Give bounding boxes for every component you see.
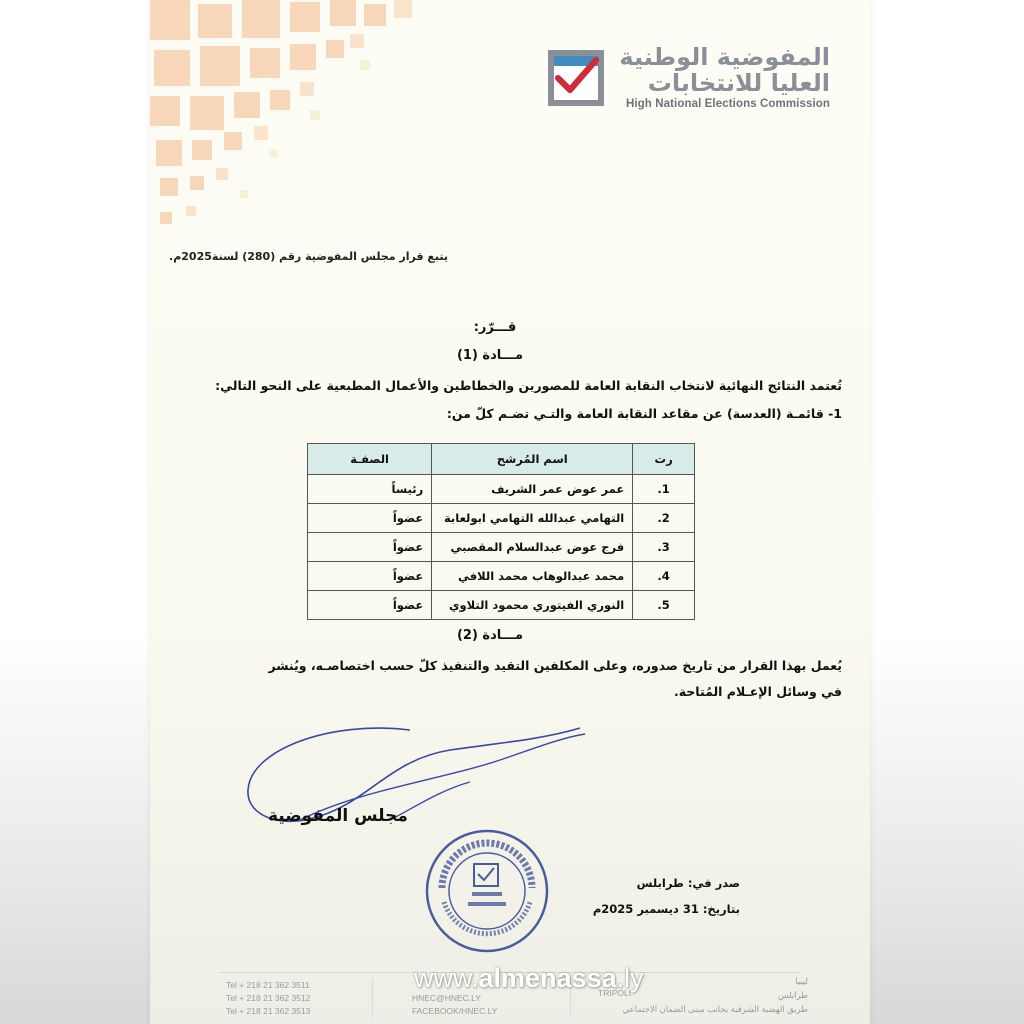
issued-place: صدر في: طرابلس (636, 876, 740, 890)
row-role: عضواً (308, 562, 432, 591)
decorative-squares (150, 0, 450, 260)
row-role: عضواً (308, 591, 432, 620)
row-number: 4. (633, 562, 695, 591)
decision-reference: يتبع قرار مجلس المفوضية رقم (280) لسنة2025م. (169, 250, 448, 263)
row-name: محمد عبدالوهاب محمد اللافي (432, 562, 633, 591)
table-header-row (308, 444, 695, 475)
candidates-table (307, 443, 695, 620)
row-role: عضواً (308, 504, 432, 533)
logo-arabic-line1: المفوضية الوطنية (619, 43, 830, 71)
decided-heading: قـــرّر: (473, 320, 517, 335)
footer-phone-3: Tel + 218 21 362 3513 (226, 1006, 311, 1016)
issued-date: بتاريخ: 31 ديسمبر 2025م (592, 902, 740, 916)
row-role: عضواً (308, 533, 432, 562)
article1-line1: تُعتمد النتائج النهائية لانتخاب النقابة العامة للمصورين والخطاطين والأعمال المطبعية على النحو التالي: (215, 378, 842, 393)
row-role: رئيساً (308, 475, 432, 504)
document-page (150, 0, 870, 1024)
table-row (308, 475, 695, 504)
footer-email: HNEC@HNEC.LY (412, 993, 481, 1003)
source-watermark (414, 963, 644, 994)
row-number: 1. (633, 475, 695, 504)
row-name: التهامي عبدالله التهامي ابولعابة (432, 504, 633, 533)
row-name: النوري الفيتوري محمود التلاوي (432, 591, 633, 620)
article1-line2: 1- قائمـة (العدسة) عن مقاعد النقابة العامة والتـي تضـم كلّ من: (446, 406, 842, 421)
row-number: 3. (633, 533, 695, 562)
row-number: 5. (633, 591, 695, 620)
article2-line2: في وسائل الإعـلام المُتاحة. (673, 684, 842, 699)
header-role: الصفـة (308, 444, 432, 475)
watermark-prefix: www. (414, 963, 479, 993)
table-row (308, 591, 695, 620)
watermark-brand: almenassa (478, 963, 617, 993)
official-seal-stamp (422, 826, 552, 956)
table-row (308, 562, 695, 591)
table-row (308, 504, 695, 533)
header-number: رت (633, 444, 695, 475)
footer-phone-1: Tel + 218 21 362 3511 (226, 980, 310, 990)
table-row (308, 533, 695, 562)
logo-english: High National Elections Commission (625, 98, 830, 110)
row-name: فرج عوض عبدالسلام المقصبي (432, 533, 633, 562)
checkmark-ballot-icon (546, 48, 606, 108)
commission-logo (540, 42, 830, 122)
footer-tripoli: TRIPOLI (598, 988, 632, 998)
header-candidate-name: اسم المُرشح (432, 444, 633, 475)
article1-title: مـــادة (1) (456, 348, 524, 363)
footer-address-street: طريق الهضبة الشرقية بجانب مبنى الضمان الاجتماعي (622, 1004, 808, 1014)
logo-arabic-line2: العليا للانتخابات (647, 69, 830, 97)
row-name: عمر عوض عمر الشريف (432, 475, 633, 504)
footer-phone-2: Tel + 218 21 362 3512 (226, 993, 311, 1003)
article2-line1: يُعمل بهذا القرار من تاريخ صدوره، وعلى المكلفين التقيد والتنفيذ كلّ حسب اختصاصـه، ويُنشر (268, 658, 842, 673)
footer-facebook: FACEBOOK/HNEC.LY (412, 1006, 498, 1016)
footer-address-city: طرابلس (778, 990, 808, 1000)
footer-separator (372, 978, 373, 1018)
article2-title: مـــادة (2) (456, 628, 524, 643)
watermark-suffix: .ly (616, 963, 644, 993)
row-number: 2. (633, 504, 695, 533)
council-signature-label: مجلس المفوضية (268, 806, 408, 826)
footer-address-country: ليبيا (795, 976, 808, 986)
